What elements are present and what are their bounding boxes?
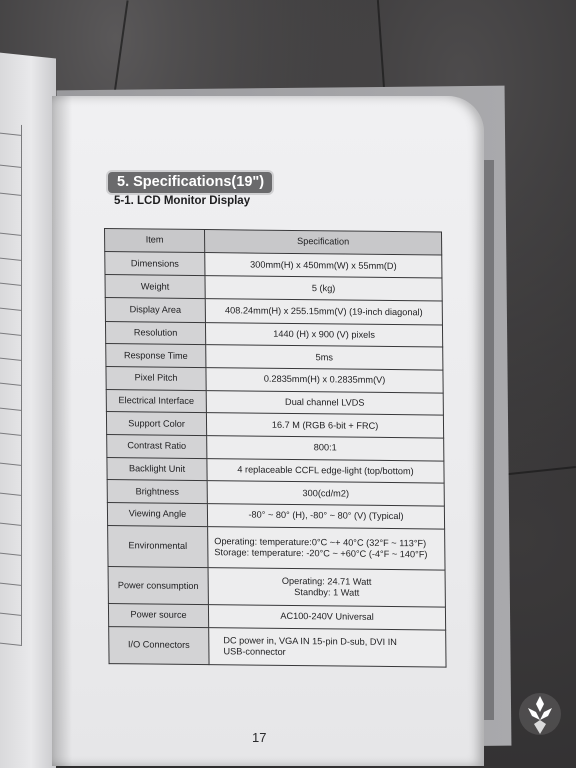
table-row bbox=[109, 626, 446, 667]
spec-value-cell bbox=[207, 481, 444, 506]
spec-value-line: 1440 (H) x 900 (V) pixels bbox=[273, 328, 375, 340]
spec-value-line: 800:1 bbox=[313, 442, 337, 453]
spec-value-line: 5 (kg) bbox=[311, 282, 336, 294]
table-row bbox=[105, 251, 442, 278]
spec-value-cell bbox=[207, 458, 444, 483]
spec-value-line: Standby: 1 Watt bbox=[294, 587, 360, 598]
spec-item-cell: Power consumption bbox=[108, 567, 208, 605]
spec-item-cell: Support Color bbox=[106, 412, 206, 436]
spec-value-line: 16.7 M (RGB 6-bit + FRC) bbox=[271, 419, 379, 431]
left-table-line bbox=[0, 407, 22, 411]
table-row bbox=[105, 298, 442, 325]
sub-heading: 5-1. LCD Monitor Display bbox=[114, 195, 251, 207]
spec-value-cell bbox=[206, 390, 443, 415]
spec-value-line: AC100-240V Universal bbox=[280, 611, 374, 623]
table-row bbox=[108, 567, 445, 608]
spec-value-cell bbox=[206, 413, 443, 438]
spec-value-line: 408.24mm(H) x 255.15mm(V) (19-inch diagonal) bbox=[224, 305, 423, 318]
spec-value-line: Operating: temperature:0°C ~+ 40°C (32°F ~ 113°F) bbox=[214, 536, 427, 549]
spec-value-cell bbox=[209, 627, 446, 667]
spec-value-line: USB-connector bbox=[223, 646, 286, 657]
left-page bbox=[0, 52, 56, 768]
spec-value-line: Storage: temperature: -20°C ~ +60°C (-4°F ~ 140°F) bbox=[214, 547, 428, 560]
section-title: 5. Specifications(19") bbox=[108, 172, 272, 193]
spec-value-cell bbox=[207, 436, 444, 461]
spec-item-cell: Brightness bbox=[107, 480, 207, 504]
left-table-line bbox=[0, 192, 22, 196]
left-table-line bbox=[0, 282, 22, 286]
spec-item-cell: Power source bbox=[108, 604, 208, 628]
spec-value-line: Dual channel LVDS bbox=[284, 396, 365, 408]
spec-value-line: DC power in, VGA IN 15-pin D-sub, DVI IN bbox=[223, 635, 397, 647]
left-table-line bbox=[0, 332, 22, 336]
spec-value-line: 4 replaceable CCFL edge-light (top/bottom) bbox=[237, 464, 414, 477]
left-table-line bbox=[0, 432, 22, 436]
left-table-line bbox=[0, 357, 22, 361]
left-table-line bbox=[0, 307, 22, 311]
spec-value-line: Operating: 24.71 Watt bbox=[281, 575, 372, 587]
left-table-line bbox=[0, 382, 22, 386]
spec-item-cell: Contrast Ratio bbox=[107, 435, 207, 459]
left-table-line bbox=[0, 462, 22, 466]
spec-value-cell bbox=[208, 568, 445, 608]
spec-item-cell: Pixel Pitch bbox=[106, 367, 206, 391]
spec-item-cell: Viewing Angle bbox=[107, 503, 207, 527]
page-number: 17 bbox=[252, 730, 267, 745]
page-binding-shadow bbox=[52, 96, 72, 766]
spec-value-cell bbox=[206, 368, 443, 393]
spec-value-line: 300(cd/m2) bbox=[302, 487, 350, 499]
left-table-line bbox=[0, 582, 22, 586]
spec-item-cell: Resolution bbox=[105, 321, 205, 345]
spec-value-cell bbox=[208, 526, 445, 570]
left-table-line bbox=[0, 552, 22, 556]
left-table-line bbox=[0, 492, 22, 496]
spec-item-cell: Electrical Interface bbox=[106, 389, 206, 413]
watermark-logo bbox=[518, 690, 562, 740]
spec-value-line: 0.2835mm(H) x 0.2835mm(V) bbox=[263, 374, 386, 386]
table-row bbox=[108, 525, 445, 570]
spec-item-cell: Environmental bbox=[108, 525, 208, 567]
left-table-line bbox=[0, 522, 22, 526]
specification-table bbox=[104, 228, 447, 668]
spec-item-cell: Display Area bbox=[105, 298, 205, 323]
spec-value-cell bbox=[208, 605, 445, 630]
left-table-line bbox=[0, 642, 22, 646]
spec-value-line: -80° ~ 80° (H), -80° ~ 80° (V) (Typical) bbox=[248, 509, 404, 522]
spec-value-line: 300mm(H) x 450mm(W) x 55mm(D) bbox=[250, 259, 397, 271]
spec-item-cell: Weight bbox=[105, 275, 205, 299]
left-table-line bbox=[0, 164, 22, 168]
left-table-line bbox=[0, 232, 22, 236]
spec-item-cell: Response Time bbox=[106, 344, 206, 368]
left-table-line bbox=[0, 612, 22, 616]
spec-value-cell bbox=[205, 299, 442, 325]
spec-value-cell bbox=[205, 276, 442, 301]
header-item: Item bbox=[105, 229, 205, 253]
spec-item-cell: Backlight Unit bbox=[107, 457, 207, 481]
spec-value-cell bbox=[207, 504, 444, 529]
left-table-line bbox=[0, 257, 22, 261]
left-table-line bbox=[0, 132, 22, 136]
spec-value-cell bbox=[205, 252, 442, 278]
spec-item-cell: Dimensions bbox=[105, 251, 205, 276]
spec-item-cell: I/O Connectors bbox=[109, 626, 209, 664]
header-specification: Specification bbox=[204, 230, 441, 255]
spec-value-cell bbox=[206, 345, 443, 370]
spec-value-cell bbox=[205, 322, 442, 347]
spec-value-line: 5ms bbox=[315, 351, 334, 363]
